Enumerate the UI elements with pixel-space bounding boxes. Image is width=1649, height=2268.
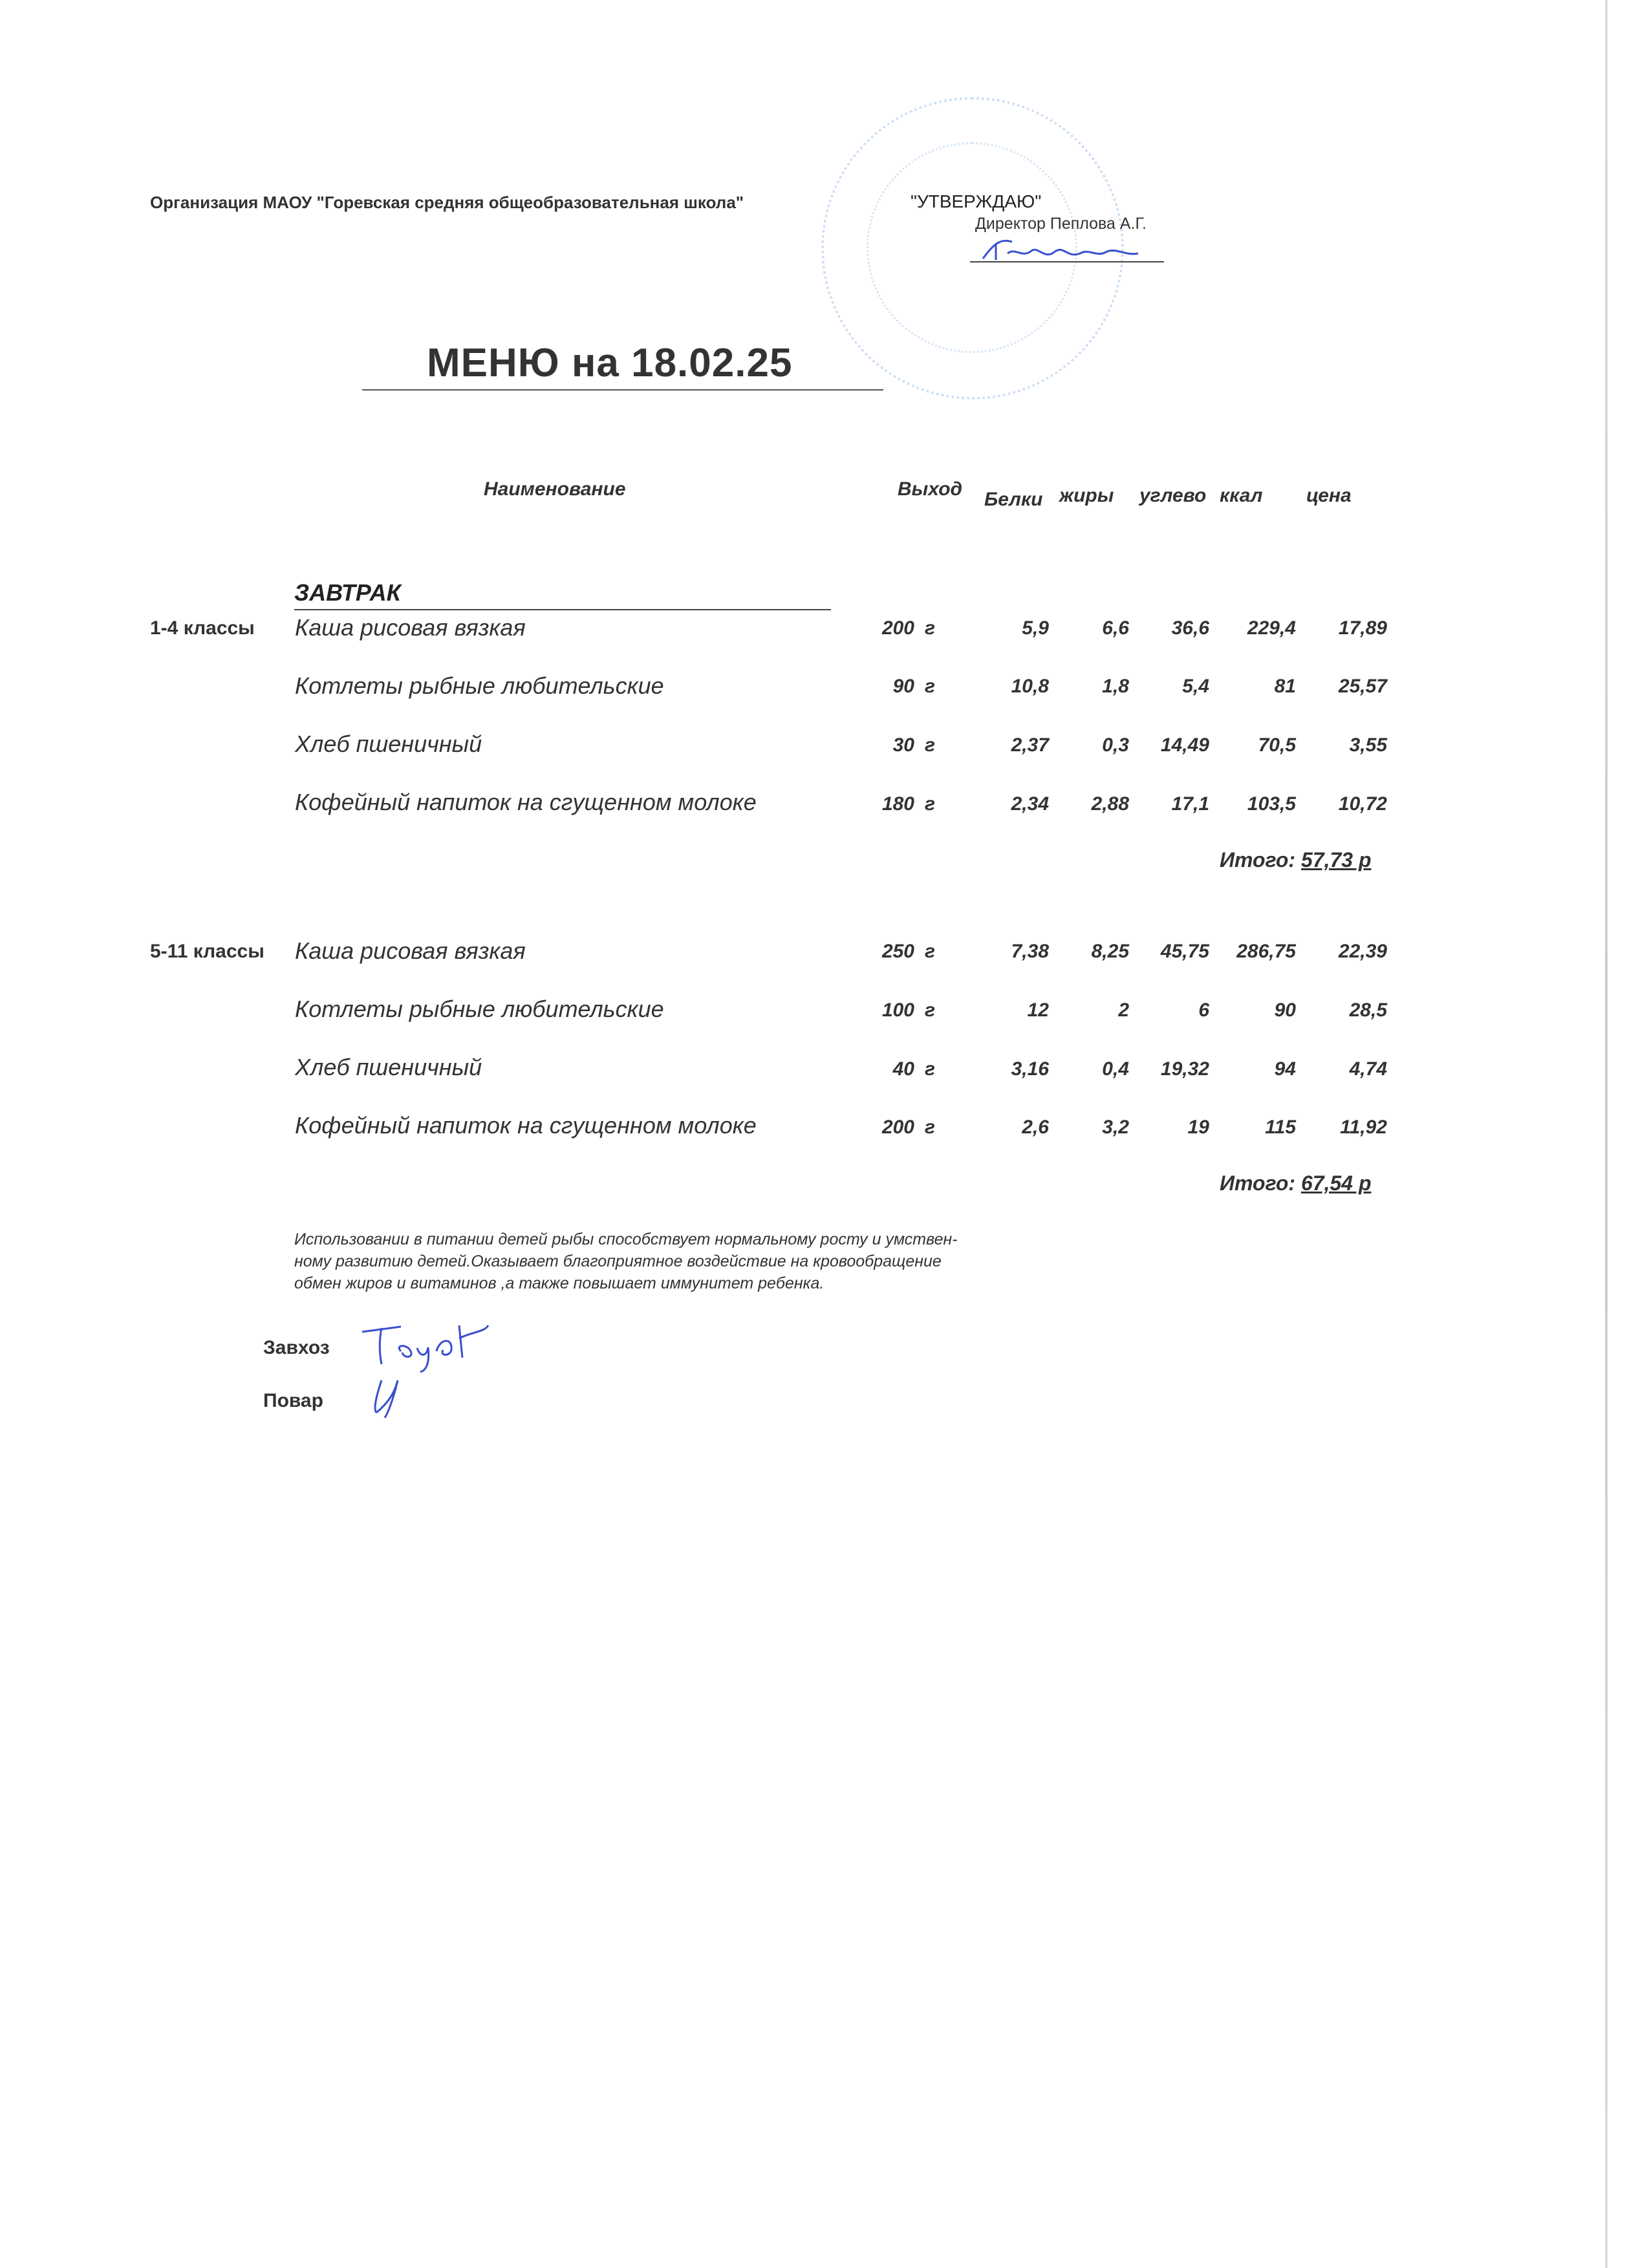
group-label: 1-4 классы bbox=[150, 617, 255, 639]
dish-carbs: 36,6 bbox=[1171, 617, 1209, 639]
dish-unit: г bbox=[925, 676, 936, 697]
dish-price: 22,39 bbox=[1338, 941, 1387, 962]
dish-price: 25,57 bbox=[1338, 676, 1387, 697]
dish-unit: г bbox=[925, 617, 936, 639]
dish-proteins: 10,8 bbox=[1011, 676, 1049, 697]
storekeeper-label: Завхоз bbox=[263, 1337, 330, 1358]
note-line: Использовании в питании детей рыбы способствует нормальному росту и умствен- bbox=[294, 1230, 958, 1248]
dish-name: Хлеб пшеничный bbox=[295, 1054, 482, 1080]
section-title: ЗАВТРАК bbox=[294, 579, 401, 606]
group-total bbox=[1220, 848, 1371, 872]
col-proteins: Белки bbox=[984, 489, 1043, 510]
group-total bbox=[1220, 1171, 1371, 1195]
col-carbs: углево bbox=[1139, 485, 1207, 506]
dish-kcal: 94 bbox=[1274, 1058, 1296, 1080]
nutrition-note bbox=[294, 1228, 1025, 1294]
dish-name: Кофейный напиток на сгущенном молоке bbox=[295, 1112, 757, 1139]
dish-fats: 0,4 bbox=[1102, 1058, 1129, 1080]
dish-kcal: 90 bbox=[1274, 1000, 1296, 1021]
dish-unit: г bbox=[925, 1000, 936, 1021]
dish-fats: 2,88 bbox=[1091, 793, 1129, 815]
col-output: Выход bbox=[898, 478, 963, 500]
dish-name: Каша рисовая вязкая bbox=[295, 937, 526, 964]
dish-qty: 200 bbox=[881, 617, 914, 639]
dish-name: Котлеты рыбные любительские bbox=[295, 996, 664, 1022]
dish-kcal: 229,4 bbox=[1247, 617, 1296, 639]
organization: Организация МАОУ "Горевская средняя общеобразовательная школа" bbox=[150, 193, 744, 212]
total-label: Итого: bbox=[1220, 1171, 1296, 1195]
dish-qty: 100 bbox=[881, 1000, 914, 1021]
dish-name: Хлеб пшеничный bbox=[295, 731, 482, 757]
dish-kcal: 70,5 bbox=[1258, 734, 1296, 756]
total-value: 67,54 р bbox=[1300, 1171, 1372, 1195]
approve-label: "УТВЕРЖДАЮ" bbox=[911, 191, 1042, 211]
dish-qty: 30 bbox=[892, 734, 914, 756]
title-underline bbox=[362, 389, 883, 390]
dish-price: 11,92 bbox=[1340, 1117, 1387, 1138]
dish-price: 10,72 bbox=[1338, 793, 1387, 815]
dish-carbs: 19,32 bbox=[1160, 1058, 1209, 1080]
dish-name: Котлеты рыбные любительские bbox=[295, 672, 664, 699]
dish-kcal: 81 bbox=[1274, 676, 1296, 697]
section-underline bbox=[294, 609, 831, 610]
dish-price: 3,55 bbox=[1349, 734, 1387, 756]
dish-qty: 90 bbox=[892, 676, 914, 697]
dish-proteins: 2,37 bbox=[1011, 734, 1049, 756]
dish-proteins: 5,9 bbox=[1022, 617, 1049, 639]
dish-carbs: 17,1 bbox=[1171, 793, 1209, 815]
dish-fats: 6,6 bbox=[1102, 617, 1129, 639]
cook-label: Повар bbox=[263, 1390, 323, 1411]
dish-kcal: 286,75 bbox=[1236, 941, 1296, 962]
dish-kcal: 115 bbox=[1265, 1117, 1296, 1138]
dish-fats: 0,3 bbox=[1102, 734, 1129, 756]
scan-edge bbox=[1605, 0, 1608, 2268]
dish-qty: 250 bbox=[881, 941, 914, 962]
dish-unit: г bbox=[925, 793, 936, 815]
dish-name: Кофейный напиток на сгущенном молоке bbox=[295, 789, 757, 815]
dish-carbs: 45,75 bbox=[1160, 941, 1209, 962]
dish-unit: г bbox=[925, 734, 936, 756]
dish-fats: 8,25 bbox=[1091, 941, 1129, 962]
dish-price: 28,5 bbox=[1349, 1000, 1387, 1021]
col-price: цена bbox=[1306, 485, 1352, 506]
total-label: Итого: bbox=[1220, 848, 1296, 872]
page-title: МЕНЮ на 18.02.25 bbox=[427, 341, 793, 385]
dish-carbs: 5,4 bbox=[1182, 676, 1209, 697]
dish-qty: 180 bbox=[881, 793, 914, 815]
dish-fats: 2 bbox=[1118, 1000, 1129, 1021]
col-fats: жиры bbox=[1059, 485, 1114, 506]
col-name: Наименование bbox=[484, 478, 626, 500]
dish-proteins: 3,16 bbox=[1011, 1058, 1049, 1080]
director-signature-line bbox=[970, 261, 1164, 262]
dish-qty: 200 bbox=[881, 1117, 914, 1138]
dish-kcal: 103,5 bbox=[1247, 793, 1296, 815]
cook-signature bbox=[369, 1374, 420, 1419]
dish-fats: 1,8 bbox=[1102, 676, 1129, 697]
col-kcal: ккал bbox=[1220, 485, 1263, 506]
dish-proteins: 2,34 bbox=[1011, 793, 1049, 815]
group-label: 5-11 классы bbox=[150, 941, 264, 962]
total-value: 57,73 р bbox=[1300, 848, 1372, 872]
dish-fats: 3,2 bbox=[1102, 1117, 1129, 1138]
dish-carbs: 19 bbox=[1187, 1117, 1209, 1138]
note-line: обмен жиров и витаминов ,а также повышает иммунитет ребенка. bbox=[294, 1274, 824, 1292]
dish-price: 4,74 bbox=[1349, 1058, 1387, 1080]
director-name: Директор Пеплова А.Г. bbox=[975, 215, 1147, 233]
dish-qty: 40 bbox=[892, 1058, 914, 1080]
note-line: ному развитию детей.Оказывает благоприятное воздействие на кровообращение bbox=[294, 1252, 942, 1270]
dish-unit: г bbox=[925, 1058, 936, 1080]
dish-proteins: 2,6 bbox=[1022, 1117, 1049, 1138]
dish-unit: г bbox=[925, 1117, 936, 1138]
dish-carbs: 14,49 bbox=[1160, 734, 1209, 756]
dish-name: Каша рисовая вязкая bbox=[295, 614, 526, 641]
storekeeper-signature bbox=[356, 1319, 537, 1377]
dish-unit: г bbox=[925, 941, 936, 962]
dish-price: 17,89 bbox=[1338, 617, 1387, 639]
dish-proteins: 12 bbox=[1027, 1000, 1049, 1021]
dish-carbs: 6 bbox=[1198, 1000, 1209, 1021]
dish-proteins: 7,38 bbox=[1011, 941, 1049, 962]
